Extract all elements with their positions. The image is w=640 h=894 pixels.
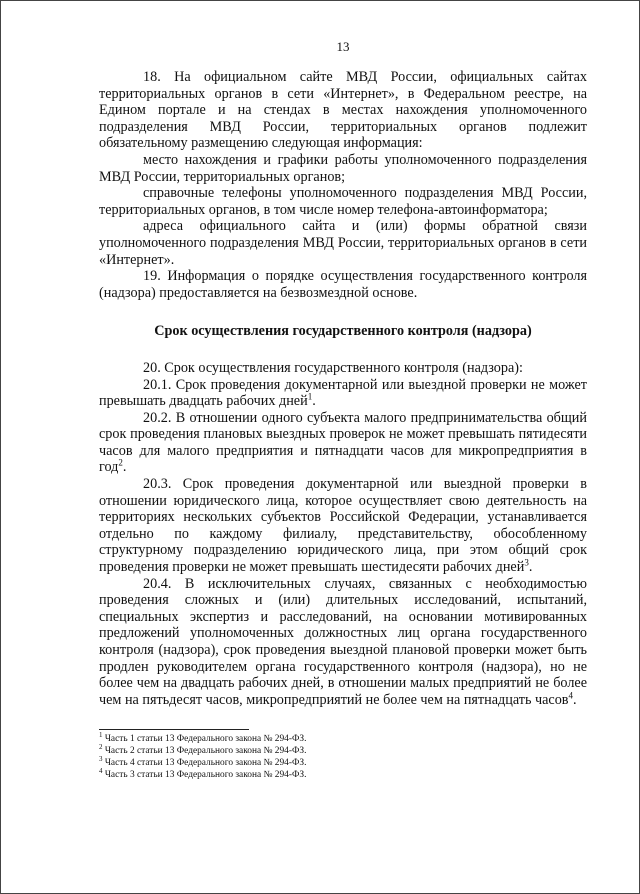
page-content — [99, 39, 587, 782]
paragraph-18-item-phones: справочные телефоны уполномоченного подразделения МВД России, территориальных органов, в том числе номер телефона-автоинформатора; — [99, 185, 587, 218]
paragraph-20-1 — [99, 377, 587, 410]
paragraph-text: 20. Срок осуществления государственного контроля (надзора): — [143, 359, 523, 376]
paragraph-20-2 — [99, 410, 587, 476]
footnote-mark: 4 — [99, 766, 103, 775]
footnote-mark: 1 — [99, 731, 103, 740]
paragraph-tail: . — [312, 393, 316, 410]
footnote-3 — [99, 754, 587, 770]
paragraph-18: 18. На официальном сайте МВД России, официальных сайтах территориальных органов в сети «Интернет», в Федеральном реестре, на Едином портале и на стендах в местах нахождения уполномоченного подразделения МВД России, территориальных органов подлежит обязательному размещению следующая информация: — [99, 69, 587, 152]
paragraph-18-item-location: место нахождения и графики работы уполномоченного подразделения МВД России, территориальных органов; — [99, 151, 587, 185]
footnote-ref: 4 — [568, 690, 574, 701]
paragraph-19: 19. Информация о порядке осуществления государственного контроля (надзора) предоставляется на безвозмездной основе. — [99, 268, 587, 301]
footnote-4 — [99, 766, 587, 782]
footnote-ref: 1 — [307, 391, 313, 402]
footnote-text: Часть 2 статьи 13 Федерального закона № 294-ФЗ. — [102, 746, 307, 757]
paragraph-18-item-addresses: адреса официального сайта и (или) формы обратной связи уполномоченного подразделения МВД России, территориальных органов в сети «Интернет». — [99, 218, 587, 268]
footnote-mark: 3 — [99, 754, 103, 763]
paragraph-text: 20.1. Срок проведения документарной или выездной проверки не может превышать двадцать рабочих дней — [99, 376, 587, 410]
footnote-text: Часть 1 статьи 13 Федерального закона № 294-ФЗ. — [102, 734, 307, 745]
page-number: 13 — [336, 39, 350, 54]
paragraph-text: 20.2. В отношении одного субъекта малого предпринимательства общий срок проведения плановых выездных проверок не может превышать пятидесяти часов для малого предприятия и пятнадцати часов для микропредприятия в год — [99, 409, 587, 476]
section-heading: Срок осуществления государственного контроля (надзора) — [154, 323, 532, 340]
footnote-1 — [99, 731, 587, 746]
paragraph-tail: . — [528, 559, 533, 576]
paragraph-20-3 — [99, 476, 587, 576]
footnote-2 — [99, 743, 587, 758]
paragraph-tail: . — [122, 459, 127, 476]
footnote-ref: 3 — [524, 557, 529, 568]
footnote-mark: 2 — [99, 743, 103, 752]
footnote-text: Часть 3 статьи 13 Федерального закона № 294-ФЗ. — [102, 769, 307, 780]
paragraph-tail: . — [573, 691, 577, 708]
footnote-ref: 2 — [118, 457, 123, 468]
paragraph-20 — [99, 360, 587, 377]
paragraph-text: 20.3. Срок проведения документарной или выездной проверки в отношении юридического лица, которое осуществляет свою деятельность на территориях нескольких субъектов Российской Федерации, устанавливается отдельно по каждому филиалу, представительству, обособленному структурному подразделению юридического лица, при этом общий срок проведения проверки не может превышать шестидесяти рабочих дней — [99, 476, 587, 576]
footnote-text: Часть 4 статьи 13 Федерального закона № 294-ФЗ. — [102, 757, 307, 768]
footnote-divider — [99, 729, 249, 730]
paragraph-text: 20.4. В исключительных случаях, связанных с необходимостью проведения сложных и (или) длительных исследований, испытаний, специальных экспертиз и расследований, на основании мотивированных предложений уполномоченных должностных лиц органа государственного контроля (надзора), срок проведения выездной плановой проверки может быть продлен руководителем органа государственного контроля (надзора), но не более чем на двадцать рабочих дней, в отношении малых предприятий не более чем на пятьдесят часов, микропредприятий не более чем на пятнадцать часов — [99, 575, 587, 708]
paragraph-20-4 — [99, 576, 587, 709]
